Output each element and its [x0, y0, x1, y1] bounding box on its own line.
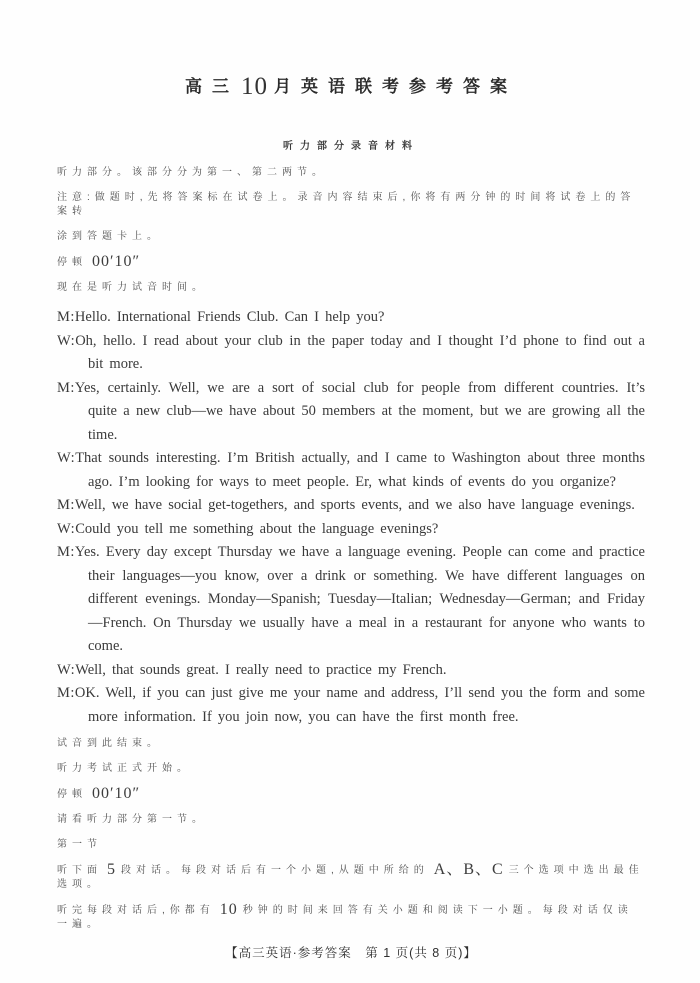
dialogue-line: M:Yes, certainly. Well, we are a sort of social club for people from different countries. It’s quite a new club—we have about 50 members at the moment, but we are growing all the time.: [57, 379, 645, 443]
text-segment: 停顿: [57, 257, 87, 268]
speaker-label: M:: [57, 497, 75, 513]
page-title: [57, 72, 645, 101]
speaker-label: W:: [57, 661, 76, 678]
section-one-intro: [57, 813, 645, 827]
text-segment: 听力部分。该部分分为第一、第二两节。: [57, 167, 327, 178]
section-one-instruction: [57, 863, 645, 892]
text-segment: 听下面: [57, 865, 102, 876]
dialogue-line: W:That sounds interesting. I’m British actually, and I came to Washington about three months ago. I’m looking for ways to meet people. Er, what kinds of events do you organize?: [57, 450, 645, 490]
emphasized-number: A、B、C: [428, 861, 509, 878]
dialogue-line: M:Hello. International Friends Club. Can I help you?: [57, 309, 385, 325]
dialogue-line: M:OK. Well, if you can just give me your name and address, I’ll send you the form and some more information. If you join now, you can have the first month free.: [57, 685, 645, 725]
test-audio-end-note: [57, 737, 645, 751]
speaker-label: W:: [57, 332, 76, 349]
exam-start-note: [57, 762, 645, 776]
text-segment: 听力考试正式开始。: [57, 763, 192, 774]
section-one-heading: [57, 838, 645, 852]
dialogue-line: M:Yes. Every day except Thursday we have a language evening. People can come and practice their languages—you know, over a drink or something. We have different languages on different evenings. Monday—Spanish; Tuesday—Italian; Wednesday—German; and Friday—French. On Thursday we usually have a meal in a restaurant for anyone who wants to come.: [57, 544, 645, 654]
dialogue-line: W:Oh, hello. I read about your club in the paper today and I thought I’d phone to find out a bit more.: [57, 332, 645, 372]
text-segment: 停顿: [57, 789, 87, 800]
recording-material-heading: 听力部分录音材料: [283, 141, 419, 152]
emphasized-number: 10: [214, 901, 243, 918]
speaker-label: M:: [57, 685, 75, 701]
text-segment: 月英语联考参考答案: [274, 77, 517, 96]
text-segment: 秒钟的时间来回答有关小题和阅读下一小题。每段对话仅读一遍。: [57, 905, 633, 930]
text-segment: 第一节: [57, 839, 102, 850]
text-segment: 段对话。每段对话后有一个小题,从题中所给的: [121, 865, 429, 876]
text-segment: 三个选项中选出最佳选项。: [57, 865, 644, 890]
body: [57, 166, 645, 932]
dialogue-line: M:Well, we have social get-togethers, and sports events, and we also have language evenings.: [57, 497, 635, 513]
text-segment: 听完每段对话后,你都有: [57, 905, 215, 916]
text-segment: 试音到此结束。: [57, 738, 162, 749]
speaker-label: W:: [57, 520, 76, 537]
dialogue-line: W:Well, that sounds great. I really need to practice my French.: [57, 661, 447, 678]
pause-line: [57, 255, 645, 270]
listening-part-note: [57, 166, 645, 180]
attention-note-continued: [57, 230, 645, 244]
text-segment: 现在是听力试音时间。: [57, 282, 207, 293]
emphasized-number: 5: [102, 861, 121, 878]
pause-line: [57, 787, 645, 802]
page-footer: 【高三英语·参考答案 第 1 页(共 8 页)】: [225, 946, 477, 960]
text-segment: 涂到答题卡上。: [57, 231, 162, 242]
attention-note: [57, 191, 645, 219]
test-audio-start-note: [57, 281, 645, 295]
speaker-label: M:: [57, 544, 75, 560]
speaker-label: W:: [57, 450, 76, 466]
dialogue-line: W:Could you tell me something about the language evenings?: [57, 520, 439, 537]
text-segment: 高三: [185, 77, 239, 96]
text-segment: 注意:做题时,先将答案标在试卷上。录音内容结束后,你将有两分钟的时间将试卷上的答案转: [57, 192, 636, 217]
emphasized-number: 00′10″: [87, 785, 141, 802]
speaker-label: M:: [57, 379, 75, 396]
emphasized-number: 10: [241, 73, 268, 100]
emphasized-number: 00′10″: [87, 253, 141, 270]
speaker-label: M:: [57, 309, 75, 325]
text-segment: 请看听力部分第一节。: [57, 814, 207, 825]
section-one-instruction-continued: [57, 903, 645, 932]
